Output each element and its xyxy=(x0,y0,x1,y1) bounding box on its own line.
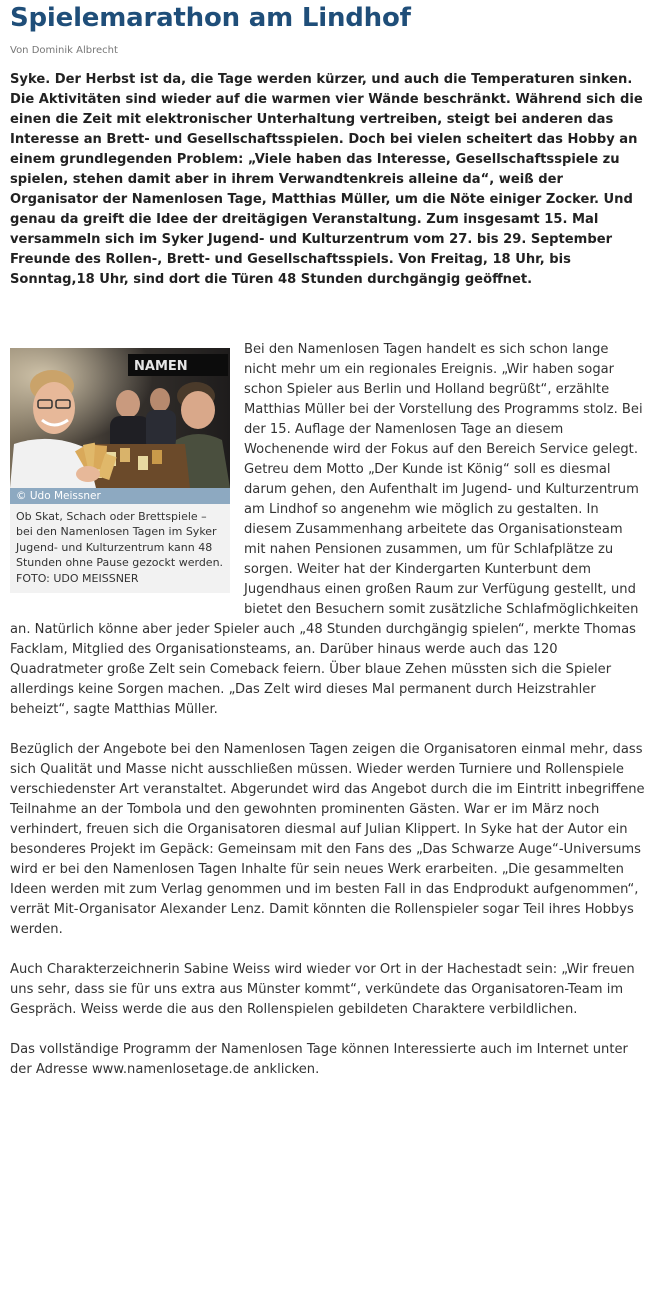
photo-credit: © Udo Meissner xyxy=(10,488,230,504)
article xyxy=(10,0,645,1100)
body-paragraph: Bei den Namenlosen Tagen handelt es sich schon lange nicht mehr um ein regionales Ereignis. „Wir haben sogar schon Spieler aus Berlin und Holland begrüßt“, erzählte Matthias Müller bei der Vorstellung des Programms stolz. Bei der 15. Auflage der Namenlosen Tage an diesem Wochenende wird der Fokus auf den Bereich Service gelegt. Getreu dem Motto „Der Kunde ist König“ soll es diesmal darum gehen, den Aufenthalt im Jugend- und Kulturzentrum am Lindhof so angenehm wie möglich zu gestalten. In diesem Zusammenhang arbeitete das Organisationsteam mit nahen Pensionen zusammen, um für Schlafplätze zu sorgen. Weiter hat der Kindergarten Kunterbunt dem Jugendhaus einen großen Raum zur Verfügung gestellt, und bietet den Besuchern somit zusätzliche Schlafmöglichkeiten an. Natürlich könne aber jeder Spieler auch „48 Stunden durchgängig spielen“, merkte Thomas Facklam, Mitglied des Organisationsteams, an. Darüber hinaus werde auch das 120 Quadratmeter große Zelt sein Comeback feiern. Über blaue Zehen müssten sich die Spieler allerdings keine Sorgen machen. „Das Zelt wird dieses Mal permanent durch Heizstrahler beheizt“, sagte Matthias Müller. xyxy=(10,342,643,717)
photo-caption: Ob Skat, Schach oder Brettspiele – bei den Namenlosen Tagen im Syker Jugend- und Kulturzentrum kann 48 Stunden ohne Pause gezockt werden. FOTO: UDO MEISSNER xyxy=(16,510,224,585)
article-photo xyxy=(10,348,230,488)
photo-banner-text: NAMEN xyxy=(134,359,188,374)
byline: Von Dominik Albrecht xyxy=(10,45,118,56)
article-figure xyxy=(10,348,230,593)
body-paragraph: Das vollständige Programm der Namenlosen Tage können Interessierte auch im Internet unter der Adresse www.namenlosetage.de anklicken. xyxy=(10,1042,628,1077)
body-paragraph: Auch Charakterzeichnerin Sabine Weiss wird wieder vor Ort in der Hachestadt sein: „Wir freuen uns sehr, dass sie für uns extra aus Münster kommt“, verkündete das Organisatoren-Team im Gespräch. Weiss werde die aus den Rollenspielen gebildeten Charaktere verbildlichen. xyxy=(10,962,635,1017)
article-title: Spielemarathon am Lindhof xyxy=(10,3,411,33)
body-paragraph: Bezüglich der Angebote bei den Namenlosen Tagen zeigen die Organisatoren einmal mehr, dass sich Qualität und Masse nicht ausschließen müssen. Wieder werden Turniere und Rollenspiele verschiedenster Art veranstaltet. Abgerundet wird das Angebot durch die im Eintritt inbegriffene Teilnahme an der Tombola und den gewohnten prominenten Gästen. War er im März noch verhindert, freuen sich die Organisatoren diesmal auf Julian Klippert. In Syke hat der Autor ein besonderes Projekt im Gepäck: Gemeinsam mit den Fans des „Das Schwarze Auge“-Universums wird er bei den Namenlosen Tagen Inhalte für sein neues Werk erarbeiten. „Die gesammelten Ideen werden mit zum Verlag genommen und im besten Fall in das Endprodukt aufgenommen“, verrät Mit-Organisator Alexander Lenz. Damit könnten die Rollenspieler sogar Teil ihres Hobbys werden. xyxy=(10,742,645,937)
lead-paragraph: Syke. Der Herbst ist da, die Tage werden kürzer, und auch die Temperaturen sinken. Die Aktivitäten sind wieder auf die warmen vier Wände beschränkt. Während sich die einen die Zeit mit elektronischer Unterhaltung vertreiben, steigt bei anderen das Interesse an Brett- und Gesellschaftsspielen. Doch bei vielen scheitert das Hobby an einem grundlegenden Problem: „Viele haben das Interesse, Gesellschaftsspiele zu spielen, stehen damit aber in ihrem Verwandtenkreis alleine da“, weiß der Organisator der Namenlosen Tage, Matthias Müller, um die Nöte einiger Zocker. Und genau da greift die Idee der dreitägigen Veranstaltung. Zum insgesamt 15. Mal versammeln sich im Syker Jugend- und Kulturzentrum vom 27. bis 29. September Freunde des Rollen-, Brett- und Gesellschaftsspiels. Von Freitag, 18 Uhr, bis Sonntag,18 Uhr, sind dort die Türen 48 Stunden durchgängig geöffnet. xyxy=(10,72,643,287)
